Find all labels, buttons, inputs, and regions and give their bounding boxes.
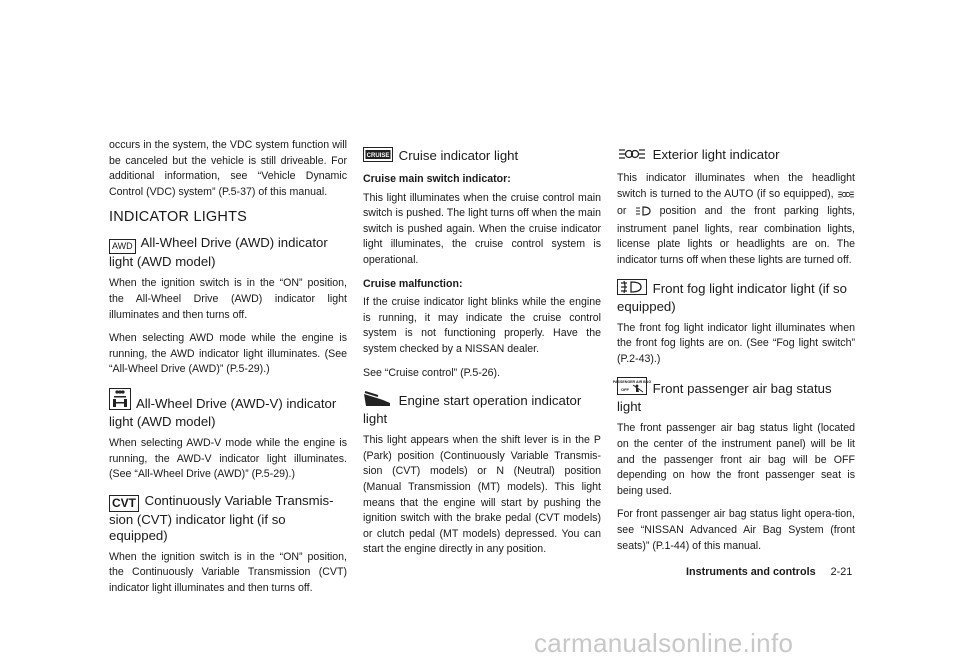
awd-paragraph-2: When selecting AWD mode while the engine is running, the AWD indicator light illuminates. (See “All-Wheel Drive (AWD)” (P.5-29).) xyxy=(109,332,347,376)
awd-icon: AWD xyxy=(109,239,136,254)
awdv-heading-text: All-Wheel Drive (AWD-V) indicator light (AWD model) xyxy=(109,395,337,429)
airbag-heading xyxy=(612,377,855,415)
awd-heading xyxy=(109,235,347,270)
fog-heading-text: Front fog light indicator light (if so equipped) xyxy=(617,280,847,314)
svg-text:CRUISE: CRUISE xyxy=(366,153,390,159)
passenger-airbag-off-icon xyxy=(612,377,652,399)
intro-paragraph: occurs in the system, the VDC system function will be canceled but the vehicle is still driveable. For additional information, see “Vehicle Dynamic Control (VDC) system” (P.5-37) of this manual. xyxy=(109,139,347,198)
cruise-heading-text: Cruise indicator light xyxy=(398,148,519,163)
svg-text:OFF: OFF xyxy=(621,387,629,393)
cruise-heading xyxy=(363,147,601,166)
fog-heading xyxy=(617,279,855,315)
airbag-heading-text: Front passenger air bag status light xyxy=(617,381,832,415)
cvt-heading xyxy=(109,493,347,544)
cruise-sub-malfunction: Cruise malfunction: xyxy=(363,277,463,290)
parking-light-icon xyxy=(617,147,647,165)
svg-text:PASSENGER AIR BAG: PASSENGER AIR BAG xyxy=(612,380,652,385)
exterior-text-b: position and the front parking lights, instrument panel lights, rear combination lights, license plate lights or headlights are on. The indicator turns off when these lights are turned off. xyxy=(617,205,855,266)
fog-paragraph-1: The front fog light indicator light illuminates when the front fog lights are on. (See “Fog light switch” (P.2-43).) xyxy=(617,321,855,365)
cvt-icon: CVT xyxy=(109,495,139,512)
exterior-heading-text: Exterior light indicator xyxy=(652,147,780,162)
cruise-paragraph-2: If the cruise indicator light blinks while the engine is running, it may indicate the cruise control system is not functioning properly. Have the system checked by a NISSAN dealer. xyxy=(363,296,601,355)
airbag-paragraph-2: For front passenger air bag status light opera-tion, see “NISSAN Advanced Air Bag System (front seats)” (P.1-44) of this manual. xyxy=(617,508,855,552)
column-middle xyxy=(363,138,601,566)
fog-light-icon xyxy=(617,279,647,299)
cvt-heading-text: Continuously Variable Transmis-sion (CVT) indicator light (if so equipped) xyxy=(109,492,334,543)
headlight-small-icon xyxy=(635,206,651,222)
column-right xyxy=(612,138,855,562)
parking-light-small-icon xyxy=(837,189,855,205)
watermark: carmanualsonline.info xyxy=(534,628,794,658)
airbag-paragraph-1: The front passenger air bag status light (located on the center of the instrument panel) will be lit and the passenger front air bag will be OFF depending on how the front passenger seat is being used. xyxy=(617,422,855,497)
cruise-paragraph-1: This light illuminates when the cruise control main switch is pushed. The light turns off when the main switch is pushed again. When the cruise indicator light illuminates, the cruise control system is operational. xyxy=(363,191,601,266)
page-footer xyxy=(686,566,852,578)
cruise-icon xyxy=(363,147,393,166)
awd-v-icon xyxy=(109,388,131,414)
awdv-paragraph-1: When selecting AWD-V mode while the engine is running, the AWD-V indicator light illuminates. (See “All-Wheel Drive (AWD)” (P.5-29).) xyxy=(109,436,347,481)
column-left xyxy=(109,138,347,605)
footer-section-label: Instruments and controls xyxy=(686,566,816,578)
awdv-heading xyxy=(109,388,347,430)
awd-heading-text: All-Wheel Drive (AWD) indicator light (AWD model) xyxy=(109,235,328,270)
cvt-paragraph-1: When the ignition switch is in the “ON” position, the Continuously Variable Transmission (CVT) indicator light illuminates and then turns off. xyxy=(109,550,347,594)
exterior-paragraph-1 xyxy=(617,171,855,269)
awd-paragraph-1: When the ignition switch is in the “ON” position, the All-Wheel Drive (AWD) indicator light illuminates and then turns off. xyxy=(109,277,347,321)
page-number: 2-21 xyxy=(830,566,853,578)
cruise-paragraph-3: See “Cruise control” (P.5-26). xyxy=(363,366,500,379)
engine-start-heading-text: Engine start operation indicator light xyxy=(363,393,582,427)
exterior-heading xyxy=(617,147,855,165)
exterior-text-a: This indicator illuminates when the headlight switch is turned to the AUTO (if so equipped), xyxy=(617,172,855,200)
cruise-sub-main: Cruise main switch indicator: xyxy=(363,173,511,185)
engine-start-heading xyxy=(363,391,601,427)
foot-on-pedal-icon xyxy=(363,391,393,411)
exterior-text-or: or xyxy=(617,205,627,218)
engine-paragraph-1: This light appears when the shift lever is in the P (Park) position (Continuously Variable Transmis-sion (CVT) models) or N (Neutral) position (Manual Transmission (MT) models). This light means that the engine will start by pushing the ignition switch with the brake pedal (CVT models) or clutch pedal (MT models) depressed. You can start the engine directly in any position. xyxy=(363,434,601,556)
section-title: INDICATOR LIGHTS xyxy=(109,209,248,226)
